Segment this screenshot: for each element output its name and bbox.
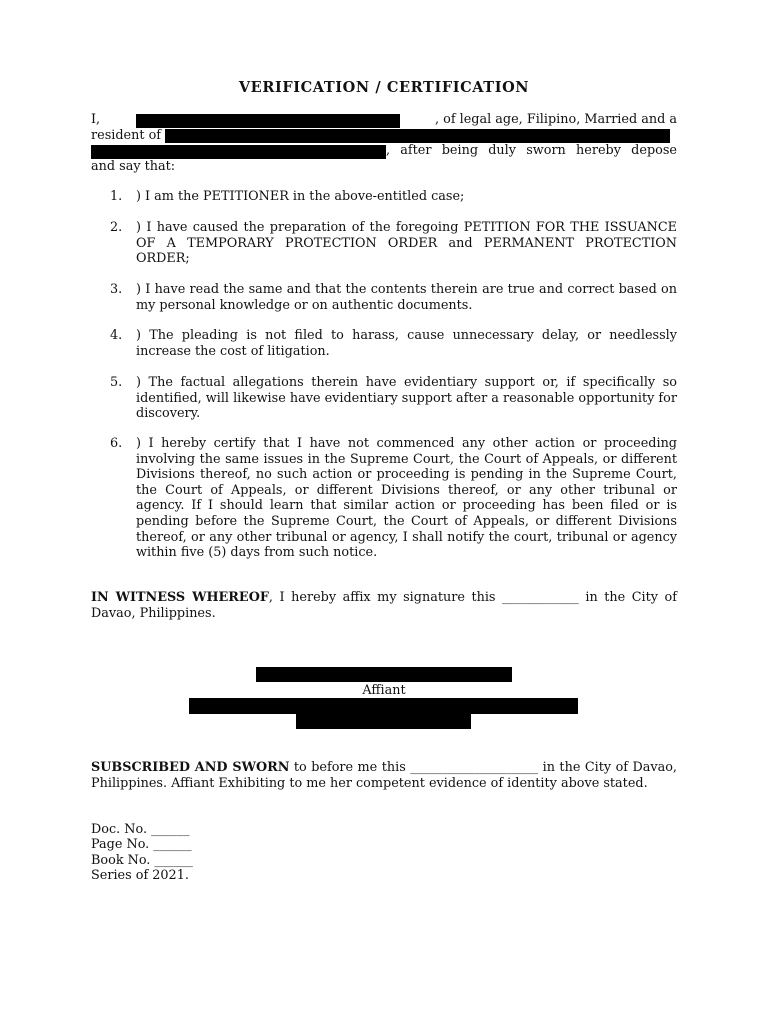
intro-paragraph [91, 112, 677, 174]
redacted-name [136, 114, 400, 128]
item-number: 2. [110, 220, 123, 235]
redacted-signature-detail-2 [296, 714, 471, 729]
item-text: ) I am the PETITIONER in the above-entitled case; [136, 189, 465, 204]
redacted-address-1 [165, 129, 670, 143]
list-item [110, 328, 677, 359]
redacted-signature-name [256, 667, 512, 682]
intro-after-name: , of legal age, Filipino, Married and a [435, 112, 677, 127]
sworn-text: to before me this ____________________ in the City of Davao, Philippines. Affiant Exhibiting to me her competent evidence of identity above stated. [91, 760, 677, 791]
item-number: 1. [110, 189, 123, 204]
list-item [110, 189, 677, 205]
sworn-paragraph [91, 760, 677, 791]
item-number: 6. [110, 436, 123, 451]
item-text: ) The factual allegations therein have evidentiary support or, if specifically so identified, will likewise have evidentiary support after a reasonable opportunity for discovery. [136, 375, 677, 422]
item-text: ) The pleading is not filed to harass, cause unnecessary delay, or needlessly increase the cost of litigation. [136, 328, 677, 359]
witness-paragraph [91, 590, 677, 621]
affiant-label: Affiant [362, 683, 406, 698]
intro-after-address: , after being duly sworn hereby depose [386, 143, 677, 159]
sworn-heading: SUBSCRIBED AND SWORN [91, 760, 290, 775]
intro-and-say: and say that: [91, 158, 176, 174]
redacted-signature-detail-1 [189, 698, 578, 714]
item-text: ) I hereby certify that I have not commenced any other action or proceeding involving the same issues in the Supreme Court, the Court of Appeals, or different Divisions thereof, no such action or proceeding is pending in the Supreme Court, the Court of Appeals, or different Divisions thereof, or any other tribunal or agency. If I should learn that similar action or proceeding has been filed or is pending before the Supreme Court, the Court of Appeals, or different Divisions thereof, or any other tribunal or agency, I shall notify the court, tribunal or agency within five (5) days from such notice. [136, 436, 677, 561]
intro-prefix: I, [91, 112, 101, 127]
witness-text: , I hereby affix my signature this ____________ in the City of Davao, Philippines. [91, 590, 677, 621]
item-text: ) I have read the same and that the contents therein are true and correct based on my personal knowledge or on authentic documents. [136, 282, 677, 313]
intro-line-1 [91, 112, 677, 128]
list-item [110, 220, 677, 267]
item-number: 5. [110, 375, 123, 390]
document-title: VERIFICATION / CERTIFICATION [238, 79, 530, 96]
page-no-line: Page No. ______ [91, 837, 192, 852]
witness-heading: IN WITNESS WHEREOF [91, 590, 269, 605]
book-no-line: Book No. ______ [91, 853, 193, 868]
list-item [110, 282, 677, 313]
series-line: Series of 2021. [91, 868, 189, 883]
intro-resident-of: resident of [91, 127, 162, 143]
doc-no-line: Doc. No. ______ [91, 822, 190, 837]
list-item [110, 375, 677, 422]
item-text: ) I have caused the preparation of the foregoing PETITION FOR THE ISSUANCE OF A TEMPORARY PROTECTION ORDER and PERMANENT PROTECTION ORDER; [136, 220, 677, 267]
item-number: 4. [110, 328, 123, 343]
item-number: 3. [110, 282, 123, 297]
intro-line-3 [91, 143, 677, 159]
redacted-address-2 [91, 145, 386, 159]
list-item [110, 436, 677, 561]
intro-line-2 [91, 128, 677, 144]
